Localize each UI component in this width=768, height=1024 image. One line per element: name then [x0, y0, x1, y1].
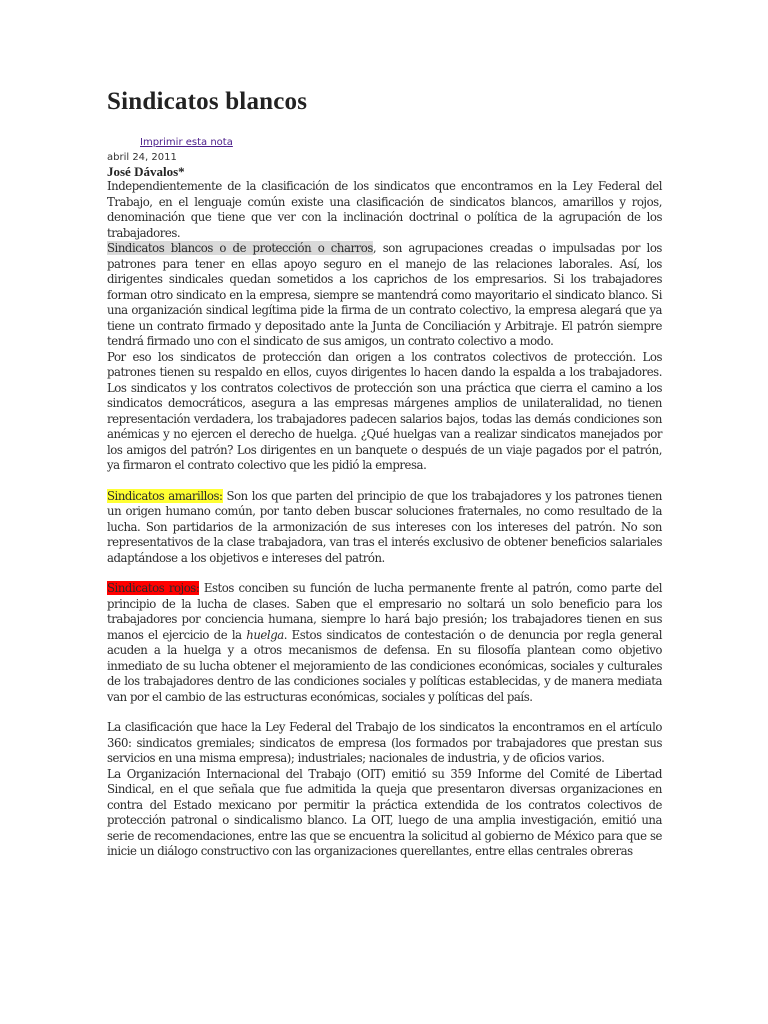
article-title: Sindicatos blancos	[107, 88, 308, 115]
print-link[interactable]: Imprimir esta nota	[140, 137, 233, 148]
paragraph-intro: Independientemente de la clasificación de los sindicatos que encontramos en la Ley Federal del Trabajo, en el lenguaje común existe una clasificación de sindicatos blancos, amarillos y rojos, denominación que tiene que ver con la inclinación doctrinal o política de la agrupación de los trabajadores.	[107, 179, 662, 240]
article-body	[107, 179, 662, 860]
article-author: José Dávalos*	[107, 164, 185, 179]
highlight-rojos: Sindicatos rojos:	[107, 581, 200, 595]
article	[107, 88, 662, 860]
paragraph-oit: La Organización Internacional del Trabajo (OIT) emitió su 359 Informe del Comité de Libertad Sindical, en el que señala que fue admitida la queja que presentaron diversas organizaciones en contra del Estado mexicano por permitir la práctica extendida de los contratos colectivos de protección patronal o sindicalismo blanco. La OIT, luego de una amplia investigación, emitió una serie de recomendaciones, entre las que se encuentra la solicitud al gobierno de México para que se inicie un diálogo constructivo con las organizaciones querellantes, entre ellas centrales obreras	[107, 766, 662, 858]
paragraph-clasificacion: La clasificación que hace la Ley Federal del Trabajo de los sindicatos la encontramos en el artículo 360: sindicatos gremiales; sindicatos de empresa (los formados por trabajadores que prestan sus servicios en una misma empresa); industriales; nacionales de industria, y de oficios varios.	[107, 720, 662, 765]
highlight-amarillos: Sindicatos amarillos:	[107, 488, 223, 503]
paragraph-gap	[107, 474, 662, 489]
paragraph-blancos-text: , son agrupaciones creadas o impulsadas por los patrones para tener en ellas apoyo seguro en el manejo de las relaciones laborales. Así, los dirigentes sindicales quedan sometidos a los caprichos de los empresarios. Si los trabajadores forman otro sindicato en la empresa, siempre se mantendrá como mayoritario el sindicato blanco. Si una organización sindical legítima pide la firma de un contrato colectivo, la empresa alegará que ya tiene un contrato firmado y depositado ante la Junta de Conciliación y Arbitraje. El patrón siempre tendrá firmado uno con el sindicato de sus amigos, un contrato colectivo a modo.	[107, 241, 662, 348]
paragraph-rojos-text-a: Estos conciben su función de lucha permanente frente al patrón, como parte del principio de la lucha de clases. Saben que el empresario no soltará un solo beneficio para los trabajadores por conciencia humana, siempre lo hará bajo presión; los trabajadores tienen en sus manos el ejercicio de la	[107, 581, 662, 642]
paragraph-gap	[107, 705, 662, 720]
paragraph-gap	[107, 566, 662, 581]
highlight-blancos: Sindicatos blancos o de protección o charros	[107, 241, 373, 255]
paragraph-proteccion: Por eso los sindicatos de protección dan origen a los contratos colectivos de protección. Los patrones tienen su respaldo en ellos, cuyos dirigentes lo hacen dando la espalda a los trabajadores. Los sindicatos y los contratos colectivos de protección son una práctica que cierra el camino a los sindicatos democráticos, asegura a las empresas márgenes amplios de unilateralidad, no tienen representación verdadera, los trabajadores padecen salarios bajos, todas las demás condiciones son anémicas y no ejercen el derecho de huelga. ¿Qué huelgas van a realizar sindicatos manejados por los amigos del patrón? Los dirigentes en un banquete o después de un viaje pagados por el patrón, ya firmaron el contrato colectivo que les pidió la empresa.	[107, 349, 662, 472]
article-date: abril 24, 2011	[107, 152, 177, 163]
paragraph-rojos-italic: huelga	[246, 627, 284, 642]
paragraph-blancos	[107, 241, 662, 350]
paragraph-amarillos-text: Son los que parten del principio de que los trabajadores y los patrones tienen un origen humano común, por tanto deben buscar soluciones fraternales, no como resultado de la lucha. Son partidarios de la armonización de sus intereses con los intereses del patrón. No son representativos de la clase trabajadora, van tras el interés exclusivo de obtener beneficios salariales adaptándose a los objetivos e intereses del patrón.	[107, 488, 663, 565]
paragraph-rojos-text-b: . Estos sindicatos de contestación o de denuncia por regla general acuden a la huelga y a otros mecanismos de defensa. En su filosofía plantean como objetivo inmediato de su lucha obtener el mejoramiento de las condiciones económicas, sociales y culturales de los trabajadores dentro de las condiciones sociales y políticas establecidas, y de manera mediata van por el cambio de las estructuras económicas, sociales y políticas del país.	[107, 627, 662, 704]
paragraph-amarillos	[107, 489, 662, 567]
paragraph-rojos	[107, 581, 662, 705]
